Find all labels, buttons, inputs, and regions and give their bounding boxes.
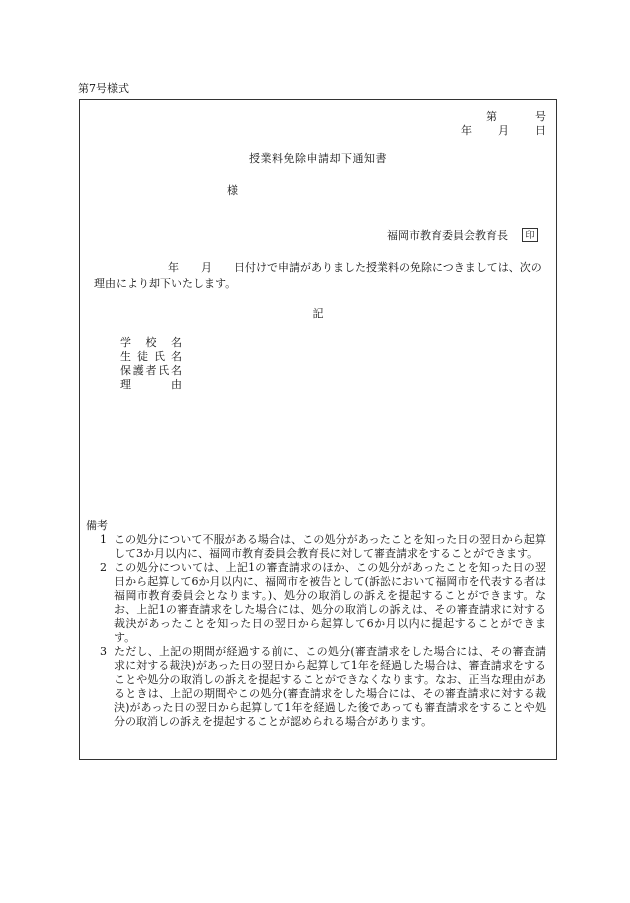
remarks-title: 備考 xyxy=(86,519,108,532)
remark-note xyxy=(100,645,546,729)
document-number-prefix: 第 xyxy=(486,110,497,123)
document-number-suffix: 号 xyxy=(535,110,546,123)
remark-text: この処分については、上記1の審査請求のほか、この処分があったことを知った日の翌日から起算して6か月以内に、福岡市を被告として(訴訟において福岡市を代表する者は福岡市教育委員会となります。)、処分の取消しの訴えを提起することができます。なお、上記1の審査請求をした場合には、処分の取消しの訴えは、その審査請求に対する裁決があったことを知った日の翌日から起算して6か月以内に提起することができます。 xyxy=(114,561,546,644)
remark-number: 1 xyxy=(100,533,107,546)
field-label: 生徒氏名 xyxy=(120,350,182,363)
field-label: 学校名 xyxy=(120,336,182,349)
form-number-label: 第7号様式 xyxy=(78,82,129,95)
remark-note xyxy=(100,561,546,645)
field-student-name xyxy=(120,350,182,364)
notice-frame xyxy=(79,99,557,760)
issuer-name: 福岡市教育委員会教育長 xyxy=(387,229,508,242)
field-label: 理由 xyxy=(120,378,182,391)
remark-text: ただし、上記の期間が経過する前に、この処分(審査請求をした場合には、その審査請求に対する裁決)があった日の翌日から起算して1年を経過した場合は、審査請求をすることや処分の取消しの訴えを提起することができなくなります。なお、正当な理由があるときは、上記の期間やこの処分(審査請求をした場合には、その審査請求に対する裁決)があった日の翌日から起算して1年を経過した後であっても審査請求をすることや処分の取消しの訴えを提起することが認められる場合があります。 xyxy=(114,645,546,728)
document-number xyxy=(486,110,546,124)
issue-date-year: 年 xyxy=(461,124,472,137)
document-title: 授業料免除申請却下通知書 xyxy=(249,152,387,165)
remark-note xyxy=(100,533,546,561)
notice-body xyxy=(94,260,544,292)
seal-mark: 印 xyxy=(522,228,538,242)
issue-date xyxy=(461,124,546,138)
body-year: 年 xyxy=(168,261,179,274)
recipient-suffix: 様 xyxy=(227,184,238,197)
remark-number: 2 xyxy=(100,561,107,574)
remark-number: 3 xyxy=(100,645,107,658)
body-text: 日付けで申請がありました授業料の免除につきましては、次の理由により却下いたします。 xyxy=(94,261,542,290)
issue-date-month: 月 xyxy=(498,124,509,137)
body-month: 月 xyxy=(201,261,212,274)
remark-text: この処分について不服がある場合は、この処分があったことを知った日の翌日から起算して3か月以内に、福岡市教育委員会教育長に対して審査請求をすることができます。 xyxy=(114,533,546,560)
field-reason xyxy=(120,378,182,392)
detail-fields xyxy=(120,336,182,392)
section-heading: 記 xyxy=(312,307,324,320)
field-guardian-name xyxy=(120,364,182,378)
issue-date-day: 日 xyxy=(535,124,546,137)
remarks-section xyxy=(86,519,546,729)
field-label: 保護者氏名 xyxy=(120,364,182,377)
field-school-name xyxy=(120,336,182,350)
